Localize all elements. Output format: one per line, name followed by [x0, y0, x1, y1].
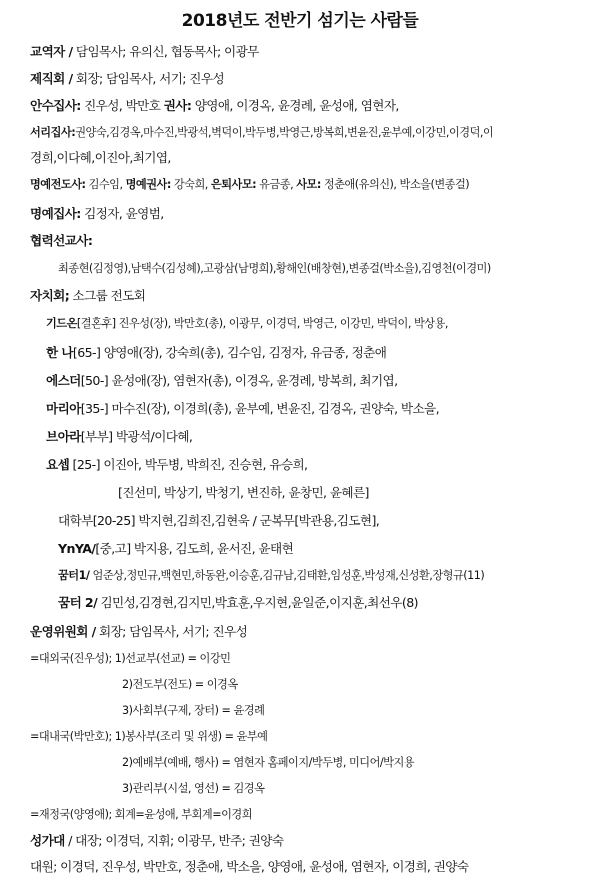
line-hannah: 한 나[65-] 양영애(장), 강숙희(총), 김수임, 김정자, 유금종, 정춘애: [46, 345, 387, 360]
line-clergy: 교역자 / 담임목사; 유의신, 협동목사; 이광무: [30, 44, 259, 59]
line-acting-deacons-cont: 경희,이다혜,이진아,최기엽,: [30, 150, 171, 165]
line-honorary: 명예전도사: 김수임, 명예권사: 강숙희, 은퇴사모: 유금종, 사모: 정춘애(유의신), 박소을(변종걸): [30, 178, 470, 191]
line-acting-deacons: 서리집사:권양숙,김경옥,마수진,박광석,벽덕이,박두병,박영근,방복희,변윤진,윤부예,이강민,이경덕,이: [30, 126, 494, 139]
line-evangelism-dept: 2)전도부(전도) = 이경옥: [122, 678, 238, 691]
line-choir: 성가대 / 대장; 이경덕, 지휘; 이광무, 반주; 권양숙: [30, 833, 284, 848]
line-council: 제직회 / 회장; 담임목사, 서기; 진우성: [30, 71, 225, 86]
line-missionaries-list: 최종현(김정영),남택수(김성혜),고광삼(남명희),황해인(배창현),변종걸(박소을),김영천(이경미): [58, 262, 491, 275]
line-worship-dept: 2)예배부(예배, 행사) = 염현자 홈페이지/박두병, 미디어/박지용: [122, 756, 415, 769]
label-elders: 권사:: [163, 98, 192, 113]
line-internal-dept: =대내국(박만호); 1)봉사부(조리 및 위생) = 윤부예: [30, 730, 268, 743]
line-joseph-cont: [진선미, 박상기, 박청기, 변진하, 윤창민, 윤혜른]: [118, 485, 369, 500]
line-finance-dept: =재정국(양영애); 회계=윤성애, 부회계=이경희: [30, 808, 253, 821]
line-social-dept: 3)사회부(구제, 장터) = 윤경례: [122, 704, 265, 717]
line-couples: 브아라[부부] 박광석/이다혜,: [46, 429, 193, 444]
line-management-dept: 3)관리부(시설, 영선) = 김경옥: [122, 782, 265, 795]
label-acting-deacons: 서리집사:: [30, 126, 76, 139]
line-gideon: 기드온[결혼후] 진우성(장), 박만호(총), 이광무, 이경덕, 박영근, 이강민, 박덕이, 박상용,: [46, 317, 448, 330]
line-joseph: 요셉 [25-] 이진아, 박두병, 박희진, 진승현, 유승희,: [46, 457, 308, 472]
line-self-governing: 자치회; 소그룹 전도회: [30, 288, 146, 303]
line-maria: 마리아[35-] 마수진(장), 이경희(총), 윤부예, 변윤진, 김경옥, 권양숙, 박소을,: [46, 401, 440, 416]
line-honorary-deacons: 명예집사: 김정자, 윤영범,: [30, 206, 164, 221]
line-steering: 운영위원회 / 회장; 담임목사, 서기; 진우성: [30, 624, 248, 639]
line-missionaries: 협력선교사:: [30, 233, 93, 248]
line-esther: 에스더[50-] 윤성애(장), 염현자(총), 이경옥, 윤경례, 방복희, 최기엽,: [46, 373, 398, 388]
line-dream1: 꿈터1/ 엄준상,정민규,백현민,하동완,이승훈,김규남,김태환,임성훈,박성재,신성환,장형규(11): [58, 569, 485, 582]
line-external-dept: =대외국(진우성); 1)선교부(선교) = 이강민: [30, 652, 231, 665]
label-council: 제직회 /: [30, 71, 73, 86]
document-title: 2018년도 전반기 섬기는 사람들: [181, 11, 419, 31]
line-youth: YnYA/[중,고] 박지용, 김도희, 윤서진, 윤태현: [58, 541, 294, 556]
line-choir-members: 대원; 이경덕, 진우성, 박만호, 정춘애, 박소을, 양영애, 윤성애, 염현자, 이경희, 권양숙: [30, 859, 469, 874]
line-college: 대학부[20-25] 박지현,김희진,김현욱 / 군복무[박관용,김도현],: [58, 513, 380, 528]
line-dream2: 꿈터 2/ 김민성,김경현,김지민,박효훈,우지현,윤일준,이지훈,최선우(8): [58, 595, 418, 610]
label-deacons: 안수집사:: [30, 98, 81, 113]
line-ordained: 안수집사: 진우성, 박만호 권사: 양영애, 이경옥, 윤경례, 윤성애, 염현자,: [30, 98, 399, 113]
label-clergy: 교역자 /: [30, 44, 73, 59]
